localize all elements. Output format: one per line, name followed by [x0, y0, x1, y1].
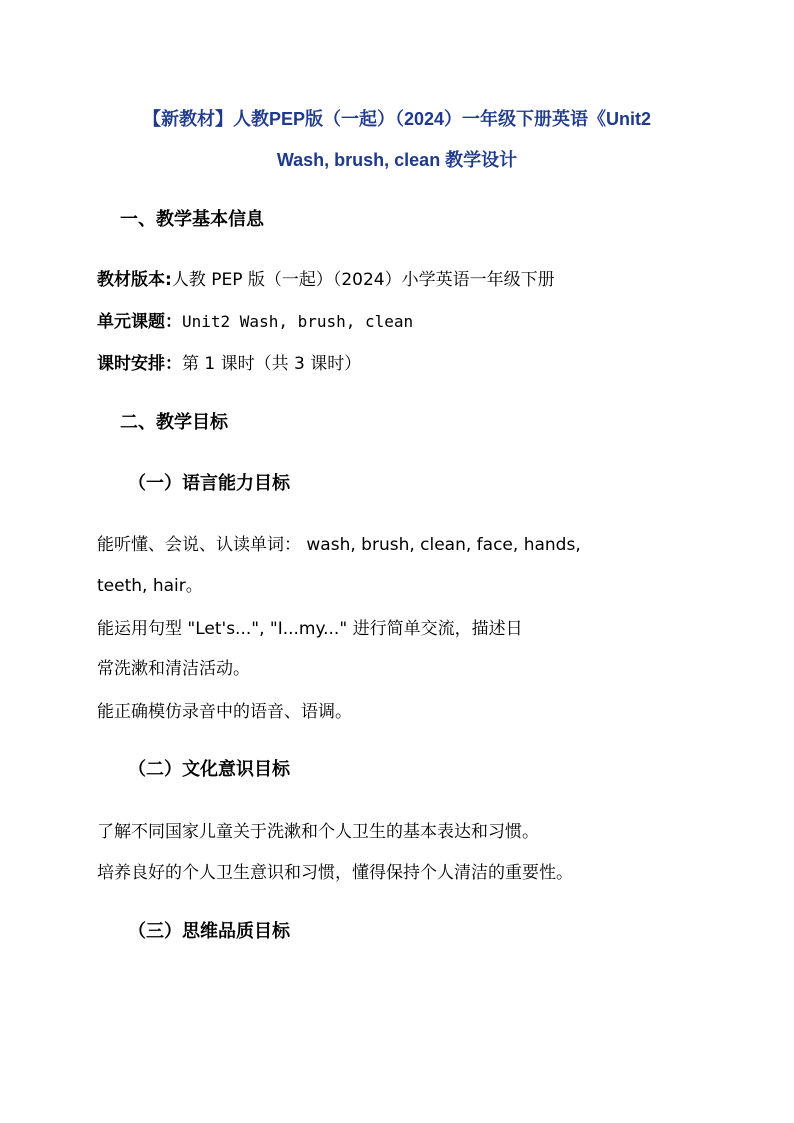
- subsection-3-heading: （三）思维品质目标: [128, 921, 290, 942]
- document-title-line-2: Wash, brush, clean 教学设计: [276, 150, 518, 170]
- section-2-heading: 二、教学目标: [120, 412, 228, 433]
- info-label: 课时安排：: [97, 354, 182, 374]
- section-1-heading: 一、教学基本信息: [120, 209, 264, 230]
- paragraph-line: teeth, hair。: [97, 576, 203, 596]
- subsection-2-heading: （二）文化意识目标: [128, 759, 290, 780]
- info-row-textbook: [97, 268, 697, 292]
- info-row-schedule: [97, 352, 697, 376]
- paragraph-line: 培养良好的个人卫生意识和习惯，懂得保持个人清洁的重要性。: [97, 863, 573, 883]
- info-value: 第 1 课时（共 3 课时）: [182, 354, 362, 374]
- info-row-unit: [97, 310, 697, 334]
- info-value: Unit2 Wash, brush, clean: [182, 312, 414, 331]
- paragraph-line: 能听懂、会说、认读单词： wash, brush, clean, face, hands,: [97, 535, 581, 555]
- info-label: 单元课题：: [97, 312, 182, 332]
- paragraph-line: 常洗漱和清洁活动。: [97, 659, 250, 679]
- info-value: 人教 PEP 版（一起）（2024）小学英语一年级下册: [171, 270, 555, 290]
- paragraph-line: 能正确模仿录音中的语音、语调。: [97, 702, 352, 722]
- paragraph-line: 了解不同国家儿童关于洗漱和个人卫生的基本表达和习惯。: [97, 822, 539, 842]
- paragraph-line: 能运用句型 "Let's...", "I...my..." 进行简单交流，描述日: [97, 619, 523, 639]
- info-label: 教材版本:: [97, 270, 172, 290]
- subsection-1-heading: （一）语言能力目标: [128, 473, 290, 494]
- document-title-line-1: 【新教材】人教PEP版（一起）（2024）一年级下册英语《Unit2: [142, 109, 652, 129]
